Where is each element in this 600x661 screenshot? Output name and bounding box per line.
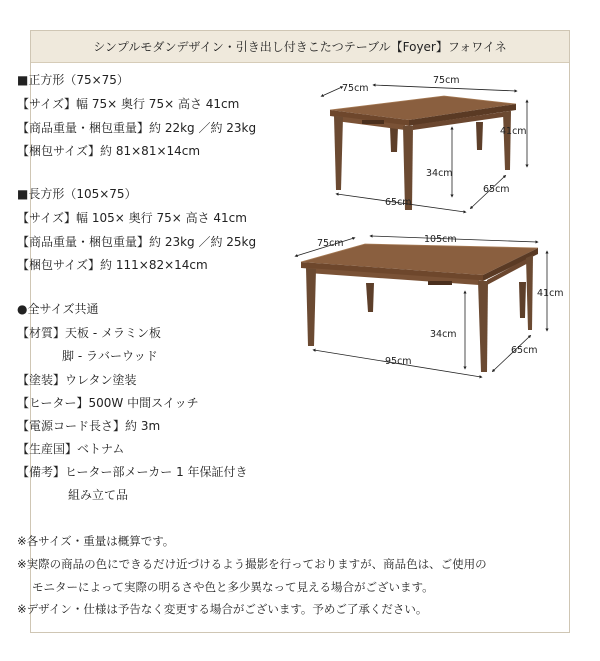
rect-inner-width-label: 95cm <box>385 356 412 367</box>
square-inner-height-label: 34cm <box>426 168 453 179</box>
common-remarks-assembly: 組み立て品 <box>68 488 129 502</box>
square-inner-width-label: 65cm <box>385 197 412 208</box>
rect-inner-height-label: 34cm <box>430 329 457 340</box>
note-color-cont: モニターによって実際の明るさや色と多少異なって見える場合がございます。 <box>32 580 434 594</box>
square-depth-label: 75cm <box>342 83 369 94</box>
note-spec-change: ※デザイン・仕様は予告なく変更する場合がございます。予めご了承ください。 <box>17 602 428 616</box>
rect-size: 【サイズ】幅 105× 奥行 75× 高さ 41cm <box>17 211 247 225</box>
common-remarks: 【備考】ヒーター部メーカー 1 年保証付き <box>17 465 248 479</box>
rect-weight: 【商品重量・梱包重量】約 23kg ／約 25kg <box>17 235 257 249</box>
rect-package: 【梱包サイズ】約 111×82×14cm <box>17 258 208 272</box>
square-height-label: 41cm <box>500 126 527 137</box>
rect-heading: ■長方形（105×75） <box>17 187 137 201</box>
square-inner-depth-label: 65cm <box>483 184 510 195</box>
common-heater: 【ヒーター】500W 中間スイッチ <box>17 396 199 410</box>
rect-inner-depth-label: 65cm <box>511 345 538 356</box>
rect-width-label: 105cm <box>424 234 457 245</box>
common-origin: 【生産国】ベトナム <box>17 442 125 456</box>
common-heading: ●全サイズ共通 <box>17 302 99 316</box>
common-paint: 【塗装】ウレタン塗装 <box>17 373 137 387</box>
rect-table-illustration <box>301 244 538 372</box>
page-title: シンプルモダンデザイン・引き出し付きこたつテーブル【Foyer】フォワイネ <box>31 31 569 63</box>
square-package: 【梱包サイズ】約 81×81×14cm <box>17 144 201 158</box>
rect-height-label: 41cm <box>537 288 564 299</box>
square-heading: ■正方形（75×75） <box>17 73 129 87</box>
rect-depth-label: 75cm <box>317 238 344 249</box>
square-size: 【サイズ】幅 75× 奥行 75× 高さ 41cm <box>17 97 240 111</box>
square-width-label: 75cm <box>433 75 460 86</box>
common-cord: 【電源コード長さ】約 3m <box>17 419 161 433</box>
common-material-legs: 脚 - ラバーウッド <box>62 349 158 363</box>
note-color: ※実際の商品の色にできるだけ近づけるよう撮影を行っておりますが、商品色は、ご使用の <box>17 557 487 571</box>
note-approx: ※各サイズ・重量は概算です。 <box>17 534 175 548</box>
square-weight: 【商品重量・梱包重量】約 22kg ／約 23kg <box>17 121 257 135</box>
common-material-top: 【材質】天板 - メラミン板 <box>17 326 161 340</box>
